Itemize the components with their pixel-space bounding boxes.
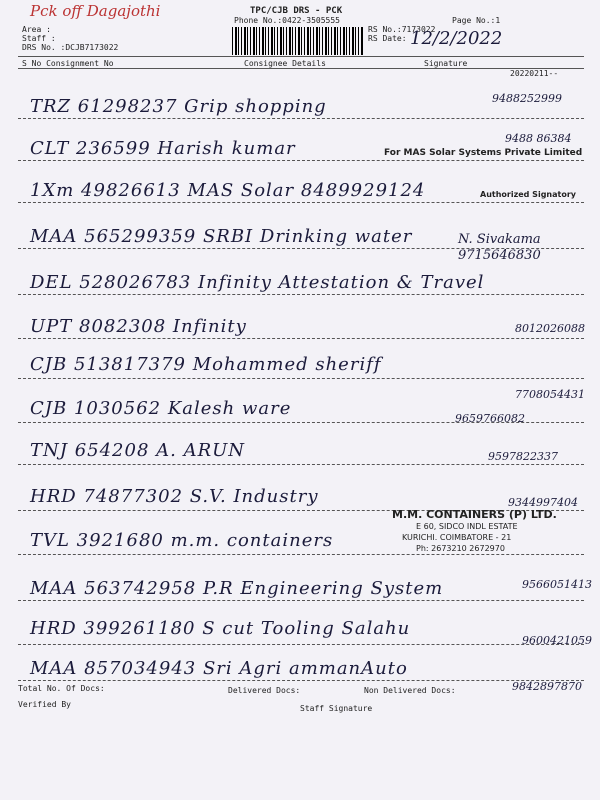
row-rule xyxy=(18,248,584,249)
row-rule xyxy=(18,680,584,681)
row-rule xyxy=(18,378,584,379)
row-6-signature: 8012026088 xyxy=(515,322,585,335)
row-10: HRD 74877302 S.V. Industry xyxy=(30,486,319,507)
col-consignee: Consignee Details xyxy=(244,59,326,68)
row-4: MAA 565299359 SRBI Drinking water xyxy=(30,226,413,247)
row-rule xyxy=(18,644,584,645)
row-rule xyxy=(18,600,584,601)
row-4-signature: N. Sivakama 9715646830 xyxy=(458,232,541,263)
row-5: DEL 528026783 Infinity Attestation & Travel xyxy=(30,272,485,293)
row-14: MAA 857034943 Sri Agri ammanAuto xyxy=(30,658,408,679)
mas-authorized-signatory: Authorized Signatory xyxy=(480,190,576,199)
mm-containers-stamp: M.M. CONTAINERS (P) LTD. xyxy=(392,508,557,521)
page-number: Page No.:1 xyxy=(452,16,501,25)
row-rule xyxy=(18,294,584,295)
row-2: CLT 236599 Harish kumar xyxy=(30,138,296,159)
row-rule xyxy=(18,202,584,203)
row-6: UPT 8082308 Infinity xyxy=(30,316,247,337)
doc-title: TPC/CJB DRS - PCK xyxy=(250,6,343,16)
row-10-signature: 9344997404 xyxy=(508,496,578,509)
mm-stamp-line-1: E 60, SIDCO INDL ESTATE xyxy=(416,522,518,531)
verified-by: Verified By xyxy=(18,700,71,709)
row-14-signature: 9842897870 xyxy=(512,680,582,693)
delivered-docs: Delivered Docs: xyxy=(228,686,301,695)
row-1: TRZ 61298237 Grip shopping xyxy=(30,96,327,117)
barcode xyxy=(232,27,364,55)
phone-number: Phone No.:0422-3505555 xyxy=(234,16,340,25)
row-8: CJB 1030562 Kalesh ware xyxy=(30,398,292,419)
rs-date-label: RS Date: xyxy=(368,34,407,43)
row-rule xyxy=(18,554,584,555)
row-7-signature: 7708054431 xyxy=(515,388,585,401)
row-12: MAA 563742958 P.R Engineering System xyxy=(30,578,444,599)
non-delivered-docs: Non Delivered Docs: xyxy=(364,686,456,695)
drs-number: DRS No. :DCJB7173022 xyxy=(22,43,119,52)
row-rule xyxy=(18,338,584,339)
col-signature: Signature xyxy=(424,59,468,68)
row-13-signature: 9600421059 xyxy=(522,634,592,647)
row-2-signature: 9488 86384 xyxy=(505,132,572,145)
row-9-signature: 9597822337 xyxy=(488,450,558,463)
row-rule xyxy=(18,422,584,423)
row-9: TNJ 654208 A. ARUN xyxy=(30,440,246,461)
row-rule xyxy=(18,118,584,119)
staff-signature: Staff Signature xyxy=(300,704,373,713)
row-7: CJB 513817379 Mohammed sheriff xyxy=(30,354,382,375)
header-rule-top xyxy=(18,56,584,57)
staff-label: Staff : xyxy=(22,34,56,43)
row-3: 1Xm 49826613 MAS Solar 8489929124 xyxy=(30,180,426,201)
row-13: HRD 399261180 S cut Tooling Salahu xyxy=(30,618,411,639)
date-stamp: 20220211-- xyxy=(510,69,559,78)
col-sno: S No Consignment No xyxy=(22,59,114,68)
rs-number: RS No.:7173022 xyxy=(368,25,436,34)
row-8-signature: 9659766082 xyxy=(455,412,525,425)
row-11: TVL 3921680 m.m. containers xyxy=(30,530,334,551)
row-1-signature: 9488252999 xyxy=(492,92,562,105)
mm-stamp-line-3: Ph: 2673210 2672970 xyxy=(416,544,505,553)
mm-stamp-line-2: KURICHI. COIMBATORE - 21 xyxy=(402,533,512,542)
area-label: Area : xyxy=(22,25,51,34)
total-docs: Total No. Of Docs: xyxy=(18,684,105,693)
mas-stamp: For MAS Solar Systems Private Limited xyxy=(384,148,583,158)
row-12-signature: 9566051413 xyxy=(522,578,592,591)
row-rule xyxy=(18,160,584,161)
row-rule xyxy=(18,464,584,465)
rs-date-handwritten: 12/2/2022 xyxy=(410,28,503,49)
handwritten-note: Pck off Dagajothi xyxy=(30,2,161,20)
header-rule-bottom xyxy=(18,68,584,69)
